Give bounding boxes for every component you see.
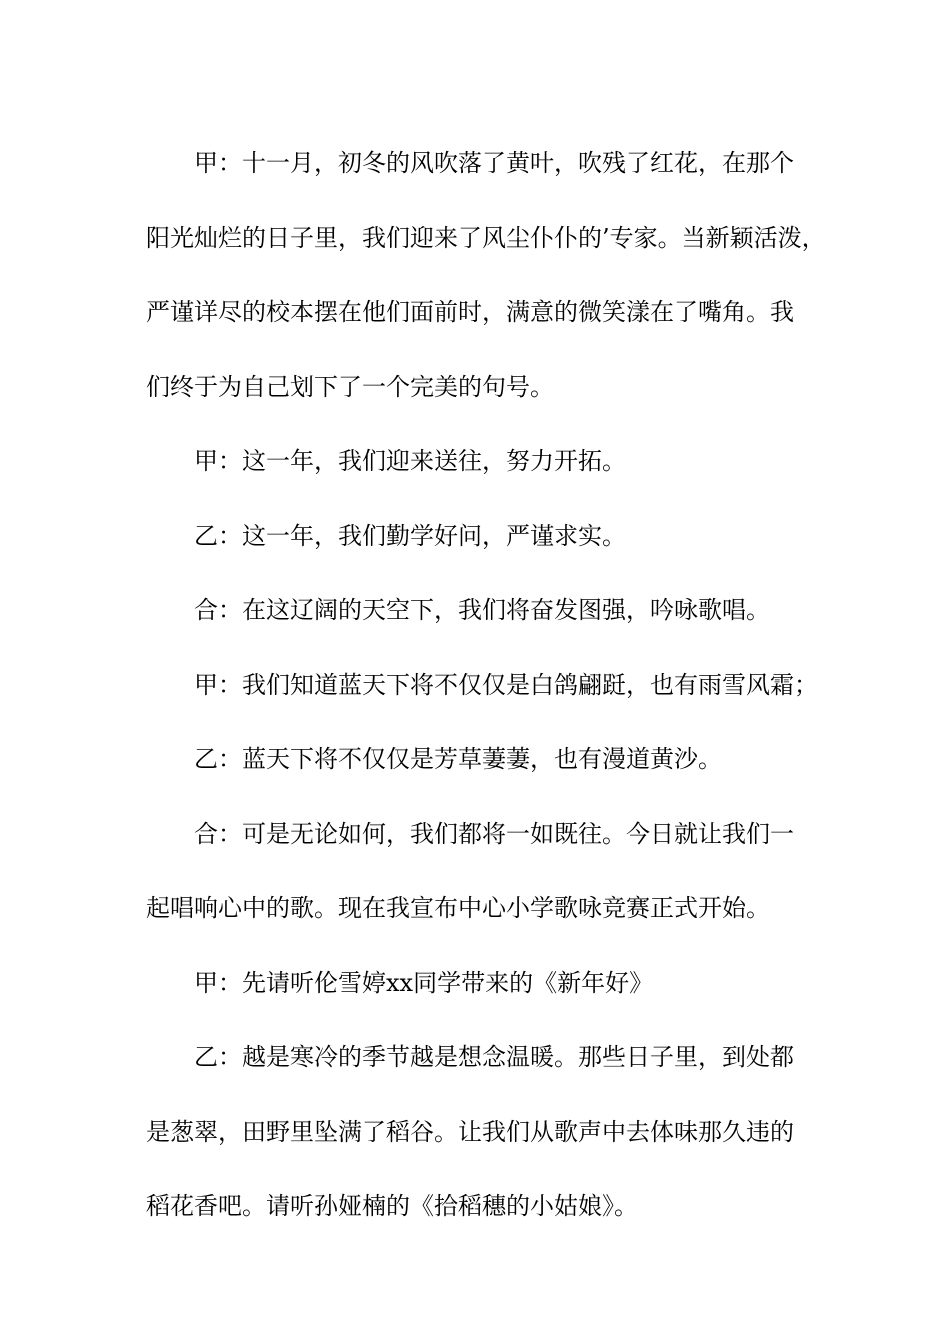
paragraph-line: 严谨详尽的校本摆在他们面前时，满意的微笑漾在了嘴角。我 xyxy=(146,298,794,326)
paragraph-5 xyxy=(146,648,826,723)
paragraph-line: 们终于为自己划下了一个完美的句号。 xyxy=(146,372,554,401)
paragraph-line: 合：在这辽阔的天空下，我们将奋发图强，吟咏歌唱。 xyxy=(194,596,770,624)
paragraph-line: 合：可是无论如何，我们都将一如既往。今日就让我们一 xyxy=(194,819,794,848)
paragraph-line: 乙：越是寒冷的季节越是想念温暖。那些日子里，到处都 xyxy=(194,1043,794,1071)
paragraph-line: 稻花香吧。请听孙娅楠的《拾稻穗的小姑娘》。 xyxy=(146,1192,638,1220)
paragraph-4 xyxy=(146,573,826,648)
paragraph-9 xyxy=(146,1020,826,1244)
paragraph-line: 起唱响心中的歌。现在我宣布中心小学歌咏竞赛正式开始。 xyxy=(146,894,770,922)
paragraph-line: 乙：蓝天下将不仅仅是芳草萋萋，也有漫道黄沙。 xyxy=(194,745,722,773)
paragraph-6 xyxy=(146,722,826,797)
paragraph-1 xyxy=(146,126,826,424)
paragraph-line: 甲：十一月，初冬的风吹落了黄叶，吹残了红花，在那个 xyxy=(194,149,794,177)
document-body xyxy=(146,126,826,1244)
paragraph-line: 乙：这一年，我们勤学好问，严谨求实。 xyxy=(194,521,626,550)
paragraph-2 xyxy=(146,424,826,499)
paragraph-8 xyxy=(146,946,826,1021)
paragraph-line: 甲：这一年，我们迎来送往，努力开拓。 xyxy=(194,447,626,475)
paragraph-line: 甲：我们知道蓝天下将不仅仅是白鸽翩跹，也有雨雪风霜； xyxy=(194,670,818,699)
paragraph-3 xyxy=(146,499,826,574)
paragraph-line: 甲：先请听伦雪婷xx同学带来的《新年好》 xyxy=(194,968,654,997)
paragraph-7 xyxy=(146,797,826,946)
paragraph-line: 是葱翠，田野里坠满了稻谷。让我们从歌声中去体味那久违的 xyxy=(146,1117,794,1146)
paragraph-line: 阳光灿烂的日子里，我们迎来了风尘仆仆的’专家。当新颖活泼， xyxy=(146,223,826,252)
